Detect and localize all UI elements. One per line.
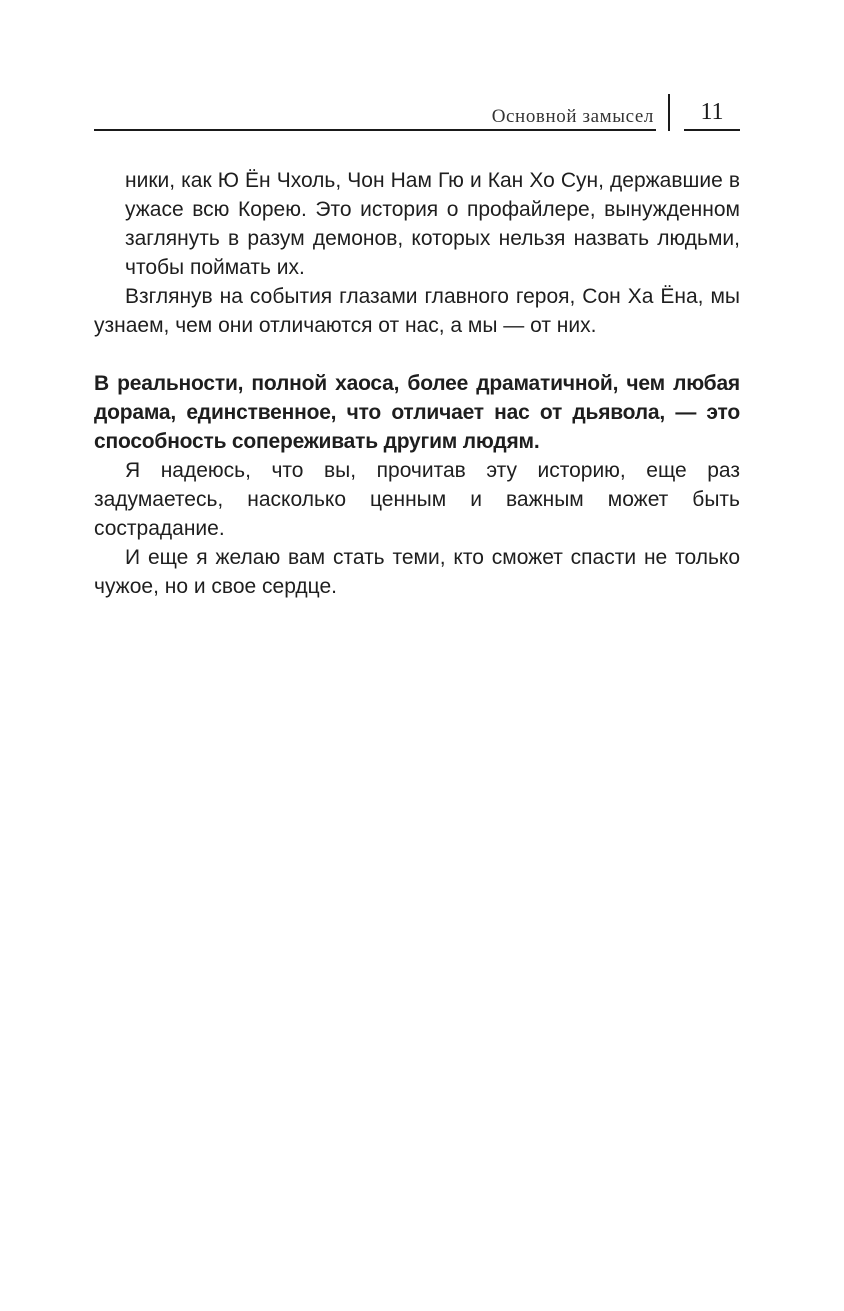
paragraph: Я надеюсь, что вы, прочитав эту историю, еще раз задумаетесь, насколько ценным и важным может быть сострадание.: [94, 459, 740, 540]
header-rule-left: [94, 129, 656, 131]
header-separator: [668, 94, 670, 131]
paragraph-spacer: [94, 340, 740, 369]
section-title: Основной замысел: [491, 106, 654, 127]
bold-paragraph: В реальности, полной хаоса, более драматичной, чем любая дорама, единственное, что отличает нас от дьявола, — это способность сопереживать другим людям.: [94, 372, 740, 453]
paragraph: Взглянув на события глазами главного героя, Сон Ха Ёна, мы узнаем, чем они отличаются от нас, а мы — от них.: [94, 285, 740, 337]
paragraph: И еще я желаю вам стать теми, кто сможет спасти не только чужое, но и свое сердце.: [94, 546, 740, 598]
running-head: [94, 94, 740, 134]
page-body: [94, 166, 740, 601]
page-number: 11: [700, 99, 724, 125]
paragraph-continuation: ники, как Ю Ён Чхоль, Чон Нам Гю и Кан Хо Сун, державшие в ужасе всю Корею. Это история о профайлере, вынужденном заглянуть в разум демонов, которых нельзя назвать людьми, чтобы поймать их.: [125, 169, 740, 279]
header-rule-right: [684, 129, 740, 131]
